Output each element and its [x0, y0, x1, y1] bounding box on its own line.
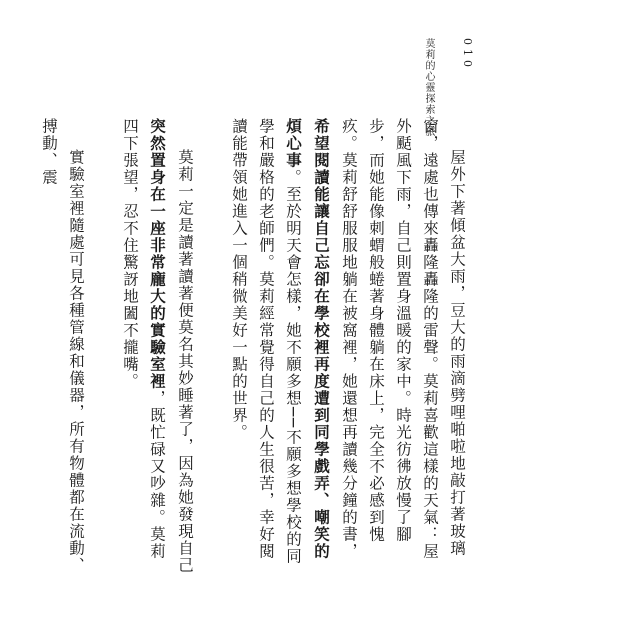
page-number: 010: [461, 38, 474, 71]
paragraph: [35, 118, 89, 576]
paragraph: [225, 118, 470, 576]
text-segment: ，既忙碌又吵雜。莫莉四下張望，忍不住驚訝地闔不攏嘴。: [121, 118, 166, 560]
bold-text-segment: 突然置身在一座非常龐大的實驗室裡: [148, 118, 167, 390]
text-segment: 實驗室裡隨處可見各種管線和儀器，所有物體都在流動、搏動、震: [40, 118, 85, 574]
running-title: 莫莉的心靈探索之旅: [423, 38, 434, 137]
text-segment: 莫莉一定是讀著讀著便莫名其妙睡著了，因為她發現自己: [176, 149, 194, 574]
bold-text-segment: 希望閱讀能讓自己忘卻在學校裡再度遭到同學戲弄、嘲笑的煩心事: [284, 118, 331, 560]
paragraph: [116, 118, 198, 576]
body-text: [40, 118, 470, 576]
text-segment: 。至於明天會怎樣，她不願多想──不願多想學校的同學和嚴格的老師們。莫莉經常覺得自己的人生很苦，幸好閱讀能帶領她進入一個稍微美好一點的世界。: [230, 118, 302, 565]
text-segment: 屋外下著傾盆大雨，豆大的雨滴劈哩啪啦地敲打著玻璃窗，遠處也傳來轟隆轟隆的雷聲。莫莉喜歡這樣的天氣：屋外颳風下雨，自己則置身溫暖的家中。時光彷彿放慢了腳步，而她能像刺蝟般蜷著身體躺在床上，完全不必感到愧疚。莫莉舒舒服服地躺在被窩裡，她還想再讀幾分鐘的書，: [340, 118, 466, 560]
